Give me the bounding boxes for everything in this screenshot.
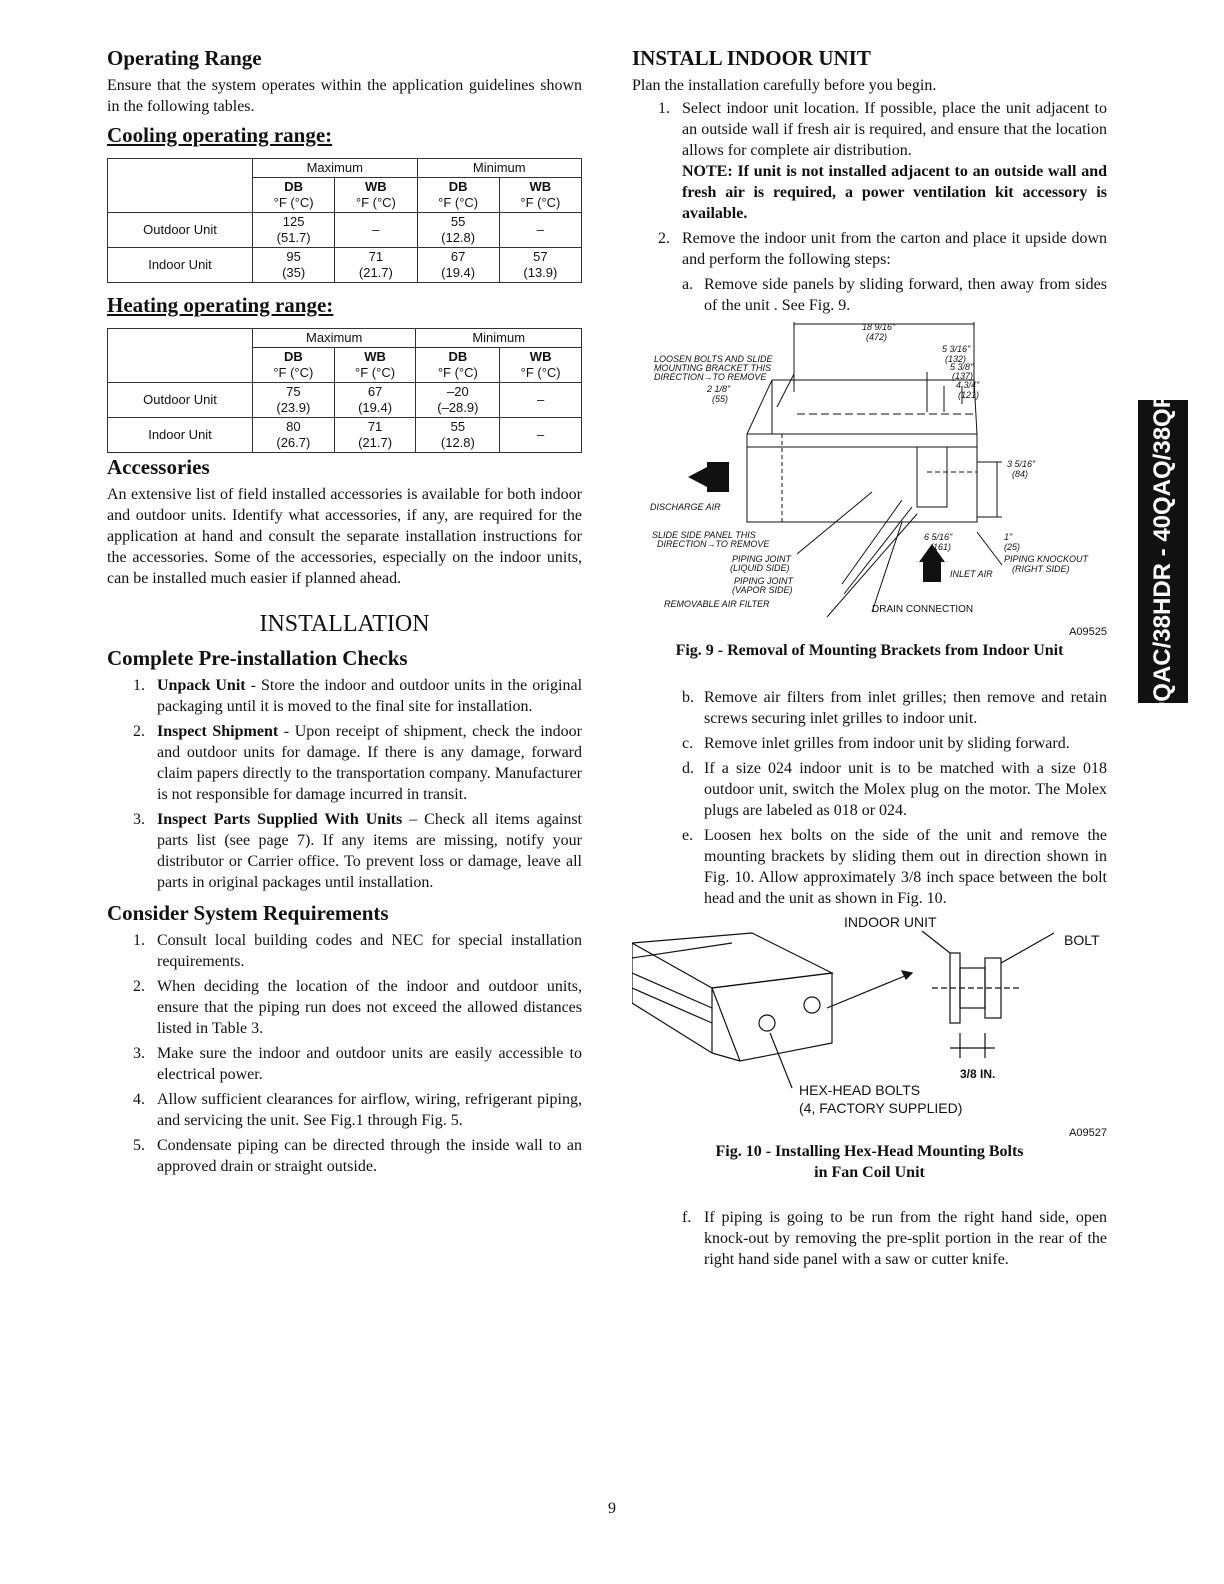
discharge-arrow-icon: [688, 462, 729, 492]
list-item: c. Remove inlet grilles from indoor unit by sliding forward.: [682, 735, 1070, 752]
list-item: 2. When deciding the location of the indoor and outdoor units, ensure that the piping run does not exceed the allowed distances listed in Table 3.: [133, 978, 582, 1037]
min-header: Minimum: [417, 159, 582, 178]
wb-header: WB °F (°C): [499, 178, 581, 213]
fig9-label: 3 5/16": [1007, 459, 1036, 469]
system-req-title: Consider System Requirements: [107, 901, 389, 925]
accessories-text: An extensive list of field installed accessories is available for both indoor and outdoor units. Identify what accessories, if any, are required for the application at hand and consult the separate installation instructions for the accessories. Some of the accessories, especially on the indoor units, can be installed much easier if planned ahead.: [107, 486, 582, 587]
sub-steps-a: [632, 274, 1107, 316]
fig9-label: PIPING KNOCKOUT: [1004, 554, 1089, 564]
list-item: 5. Condensate piping can be directed through the inside wall to an approved drain or straight outside.: [133, 1137, 582, 1175]
fig10-label: HEX-HEAD BOLTS: [799, 1082, 921, 1098]
fig9-label: 5 3/8": [950, 362, 974, 372]
fig9-label: 1": [1004, 532, 1013, 542]
heating-range-table: [107, 328, 582, 453]
operating-range-text: Ensure that the system operates within the application guidelines shown in the following tables.: [107, 77, 582, 115]
table-row: Indoor Unit 95 (35) 71 (21.7) 67 (19.4) 57 (13.9): [108, 248, 582, 283]
list-item: 1. Unpack Unit - Store the indoor and outdoor units in the original packaging until it is moved to the final site for installation.: [133, 677, 583, 715]
figure-10: [632, 913, 1107, 1123]
fig9-label: (25): [1004, 542, 1021, 552]
fig10-caption: [632, 1141, 1107, 1183]
fig9-label: (RIGHT SIDE): [1012, 564, 1070, 574]
fig9-label: DRAIN CONNECTION: [872, 604, 974, 615]
row-label: Indoor Unit: [108, 418, 253, 453]
sub-steps-f: [632, 1207, 1107, 1270]
install-intro: Plan the installation carefully before you begin.: [632, 77, 937, 94]
table-row: Outdoor Unit 75 (23.9) 67 (19.4) –20 (–28.9) –: [108, 383, 582, 418]
fig9-label: DIRECTION→TO REMOVE: [657, 539, 770, 549]
table-row: Indoor Unit 80 (26.7) 71 (21.7) 55 (12.8) –: [108, 418, 582, 453]
fig10-caption-line1: Fig. 10 - Installing Hex-Head Mounting Bolts: [715, 1143, 1024, 1160]
fig9-label: PIPING JOINT: [732, 554, 792, 564]
note: NOTE: If unit is not installed adjacent to an outside wall and fresh air is required, a power ventilation kit accessory is available.: [682, 163, 1107, 222]
list-item: 3. Inspect Parts Supplied With Units – Check all items against parts list (see page 7). If any items are missing, notify your distributor or Carrier office. To prevent loss or damage, leave all parts in original packages until installation.: [133, 811, 582, 891]
fig10-label: (4, FACTORY SUPPLIED): [799, 1100, 963, 1116]
left-column: [107, 46, 582, 1181]
fig10-drawing: [632, 913, 1107, 1123]
table-corner: [108, 159, 253, 213]
row-label: Outdoor Unit: [108, 383, 253, 418]
list-item: b. Remove air filters from inlet grilles; then remove and retain screws securing inlet grilles to indoor unit.: [682, 689, 1107, 727]
cooling-range-title: Cooling operating range:: [107, 123, 333, 147]
list-item: 1. Consult local building codes and NEC for special installation requirements.: [133, 932, 582, 970]
installation-title: INSTALLATION: [259, 611, 430, 637]
fig9-drawing: [632, 322, 1107, 617]
fig9-label: SLIDE SIDE PANEL THIS: [652, 530, 756, 540]
fig9-label: (132): [945, 354, 967, 364]
fig9-label: (VAPOR SIDE): [732, 585, 793, 595]
list-item: 4. Allow sufficient clearances for airflow, wiring, refrigerant piping, and servicing the unit. See Fig.1 through Fig. 5.: [133, 1091, 582, 1129]
fig9-label: PIPING JOINT: [734, 576, 794, 586]
table-corner: [108, 329, 253, 383]
fig9-label: 2 1/8": [707, 384, 731, 394]
accessories-title: Accessories: [107, 455, 210, 479]
page-number: 9: [608, 1500, 616, 1517]
system-req-list: [107, 930, 582, 1177]
db-header: DB °F (°C): [253, 178, 335, 213]
max-header: Maximum: [253, 159, 418, 178]
fig10-label: BOLT: [1064, 932, 1100, 948]
fig9-id: A09525: [1069, 626, 1107, 638]
heating-range-title: Heating operating range:: [107, 293, 334, 317]
right-column: [632, 46, 1107, 1274]
fig9-label: (161): [930, 542, 952, 552]
list-item: d. If a size 024 indoor unit is to be matched with a size 018 outdoor unit, switch the Molex plug on the motor. The Molex plugs are labeled as 018 or 024.: [682, 760, 1107, 819]
fig9-label: DISCHARGE AIR: [650, 502, 721, 512]
fig9-label: (LIQUID SIDE): [730, 563, 790, 573]
side-tab-label: 40QAC/38HDR - 40QAQ/38QRR: [1149, 373, 1176, 729]
fig9-label: REMOVABLE AIR FILTER: [664, 599, 770, 609]
db-header: DB °F (°C): [417, 178, 499, 213]
fig9-label: 5 3/16": [942, 344, 971, 354]
list-item: e. Loosen hex bolts on the side of the unit and remove the mounting brackets by sliding them out in direction shown in Fig. 10. Allow approximately 3/8 inch space between the bolt head and the unit as shown in Fig. 10.: [682, 827, 1107, 907]
figure-9: [632, 322, 1107, 622]
min-header: Minimum: [416, 329, 582, 348]
fig9-label: INLET AIR: [950, 569, 993, 579]
fig10-label: INDOOR UNIT: [844, 914, 937, 930]
install-steps: [632, 98, 1107, 270]
pre-checks-title: Complete Pre-installation Checks: [107, 646, 408, 670]
list-item: 1. Select indoor unit location. If possible, place the unit adjacent to an outside wall if fresh air is required, and ensure that the location allows for complete air distribution. NOTE: If unit is not installed adjacent to an outside wall and fresh air is required, a power ventilation kit accessory is available.: [658, 100, 1107, 222]
row-label: Outdoor Unit: [108, 213, 253, 248]
list-item: 2. Inspect Shipment - Upon receipt of shipment, check the indoor and outdoor units for damage. If there is any damage, forward claim papers directly to the transportation company. Manufacturer is not responsible for damage incurred in transit.: [133, 723, 583, 803]
fig9-caption: Fig. 9 - Removal of Mounting Brackets from Indoor Unit: [675, 642, 1064, 659]
wb-header: WB °F (°C): [335, 178, 417, 213]
list-item: 2. Remove the indoor unit from the carton and place it upside down and perform the following steps:: [658, 230, 1107, 268]
fig9-label: (121): [958, 390, 980, 400]
side-tab: [1138, 373, 1188, 729]
fig10-caption-line2: in Fan Coil Unit: [814, 1164, 925, 1181]
db-header: DB °F (°C): [416, 348, 500, 383]
fig9-label: 6 5/16": [924, 532, 953, 542]
fig9-label: (472): [866, 332, 888, 342]
cooling-range-table: [107, 158, 582, 283]
operating-range-title: Operating Range: [107, 46, 262, 70]
list-item: f. If piping is going to be run from the right hand side, open knock-out by removing the pre-split portion in the rear of the right hand side panel with a saw or cutter knife.: [682, 1209, 1107, 1268]
wb-header: WB °F (°C): [500, 348, 582, 383]
fig9-label: (55): [712, 394, 729, 404]
row-label: Indoor Unit: [108, 248, 253, 283]
fig9-label: (137): [952, 371, 974, 381]
fig9-label: 4 3/4": [956, 380, 980, 390]
db-header: DB °F (°C): [253, 348, 335, 383]
wb-header: WB °F (°C): [334, 348, 416, 383]
max-header: Maximum: [253, 329, 416, 348]
list-item: a. Remove side panels by sliding forward, then away from sides of the unit . See Fig. 9.: [682, 276, 1107, 314]
fig9-label: MOUNTING BRACKET THIS: [654, 363, 772, 373]
pre-checks-list: [107, 675, 582, 893]
table-row: Outdoor Unit 125 (51.7) – 55 (12.8) –: [108, 213, 582, 248]
fig9-label: 18 9/16": [862, 322, 896, 332]
fig9-label: DIRECTION→TO REMOVE: [654, 372, 767, 382]
fig10-id: A09527: [1069, 1127, 1107, 1139]
fig9-label: (84): [1012, 469, 1029, 479]
fig10-label: 3/8 IN.: [960, 1067, 996, 1081]
list-item: 3. Make sure the indoor and outdoor units are easily accessible to electrical power.: [133, 1045, 582, 1083]
install-indoor-title: INSTALL INDOOR UNIT: [632, 46, 871, 70]
sub-steps-be: [632, 687, 1107, 909]
fig9-label: LOOSEN BOLTS AND SLIDE: [654, 354, 773, 364]
